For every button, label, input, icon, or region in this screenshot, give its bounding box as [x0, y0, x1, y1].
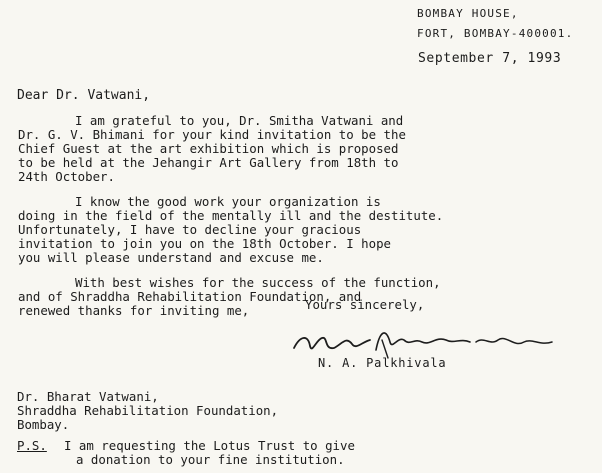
letterhead-line-2: FORT, BOMBAY-400001. — [417, 27, 574, 40]
salutation: Dear Dr. Vatwani, — [17, 88, 151, 103]
paragraph-2-line-4: invitation to join you on the 18th October. I hope — [18, 236, 391, 251]
signatory-name: N. A. Palkhivala — [318, 356, 447, 370]
paragraph-1-line-2: Dr. G. V. Bhimani for your kind invitation to be the — [18, 127, 406, 142]
closing: Yours sincerely, — [305, 297, 425, 312]
postscript-line-2: a donation to your fine institution. — [76, 452, 345, 467]
recipient-line-3: Bombay. — [17, 417, 70, 432]
paragraph-3-line-2: and of Shraddha Rehabilitation Foundation, and — [18, 289, 362, 304]
paragraph-2-line-5: you will please understand and excuse me. — [18, 250, 324, 265]
paragraph-1-line-3: Chief Guest at the art exhibition which is proposed — [18, 141, 399, 156]
paragraph-3-line-1: With best wishes for the success of the function, — [75, 275, 441, 290]
paragraph-2-line-2: doing in the field of the mentally ill and the destitute. — [18, 208, 444, 223]
paragraph-1-line-4: to be held at the Jehangir Art Gallery from 18th to — [18, 155, 399, 170]
paragraph-2-line-3: Unfortunately, I have to decline your gracious — [18, 222, 362, 237]
paragraph-2-line-1: I know the good work your organization is — [75, 194, 381, 209]
recipient-line-2: Shraddha Rehabilitation Foundation, — [17, 403, 279, 418]
paragraph-3-line-3: renewed thanks for inviting me, — [18, 303, 250, 318]
letterhead-line-1: BOMBAY HOUSE, — [417, 7, 519, 20]
postscript-label: P.S. — [17, 438, 47, 453]
paragraph-1-line-5: 24th October. — [18, 169, 115, 184]
recipient-line-1: Dr. Bharat Vatwani, — [17, 389, 159, 404]
letter-date: September 7, 1993 — [418, 51, 562, 66]
postscript-line-1: I am requesting the Lotus Trust to give — [64, 438, 355, 453]
paragraph-1-line-1: I am grateful to you, Dr. Smitha Vatwani and — [75, 113, 404, 128]
